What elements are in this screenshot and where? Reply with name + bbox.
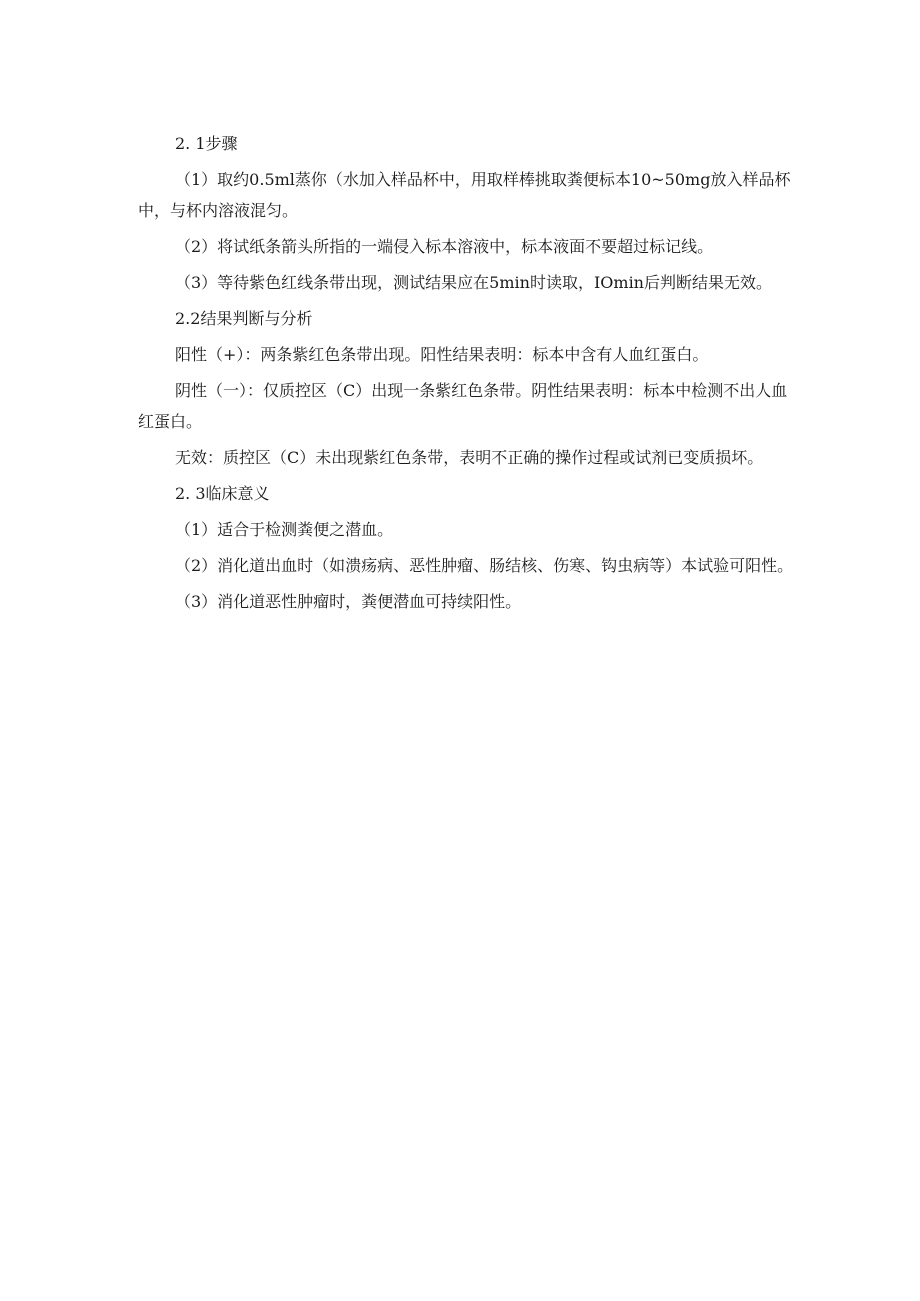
section-heading-steps: 2. 1步骤 (175, 134, 238, 153)
step-1-paragraph: （1）取约0.5ml蒸你（水加入样品杯中，用取样棒挑取粪便标本10~50mg放入样品杯中，与杯内溶液混匀。 (138, 170, 791, 220)
section-heading-results: 2.2结果判断与分析 (175, 309, 313, 328)
section-heading-clinical: 2. 3临床意义 (175, 484, 270, 503)
step-2-paragraph: （2）将试纸条箭头所指的一端侵入标本溶液中，标本液面不要超过标记线。 (175, 237, 714, 256)
positive-result-paragraph: 阳性（+）：两条紫红色条带出现。阳性结果表明：标本中含有人血红蛋白。 (175, 345, 709, 364)
invalid-result-paragraph: 无效：质控区（C）未出现紫红色条带，表明不正确的操作过程或试剂已变质损坏。 (175, 448, 764, 467)
clinical-3-paragraph: （3）消化道恶性肿瘤时，粪便潜血可持续阳性。 (175, 592, 522, 611)
clinical-2-paragraph: （2）消化道出血时（如溃疡病、恶性肿瘤、肠结核、伤寒、钩虫病等）本试验可阳性。 (175, 556, 794, 575)
negative-result-paragraph: 阴性（一）：仅质控区（C）出现一条紫红色条带。阴性结果表明：标本中检测不出人血红蛋白。 (138, 381, 788, 431)
document-page (138, 128, 798, 622)
step-3-paragraph: （3）等待紫色红线条带出现，测试结果应在5min时读取，IOmin后判断结果无效。 (175, 273, 772, 292)
clinical-1-paragraph: （1）适合于检测粪便之潜血。 (175, 520, 394, 539)
